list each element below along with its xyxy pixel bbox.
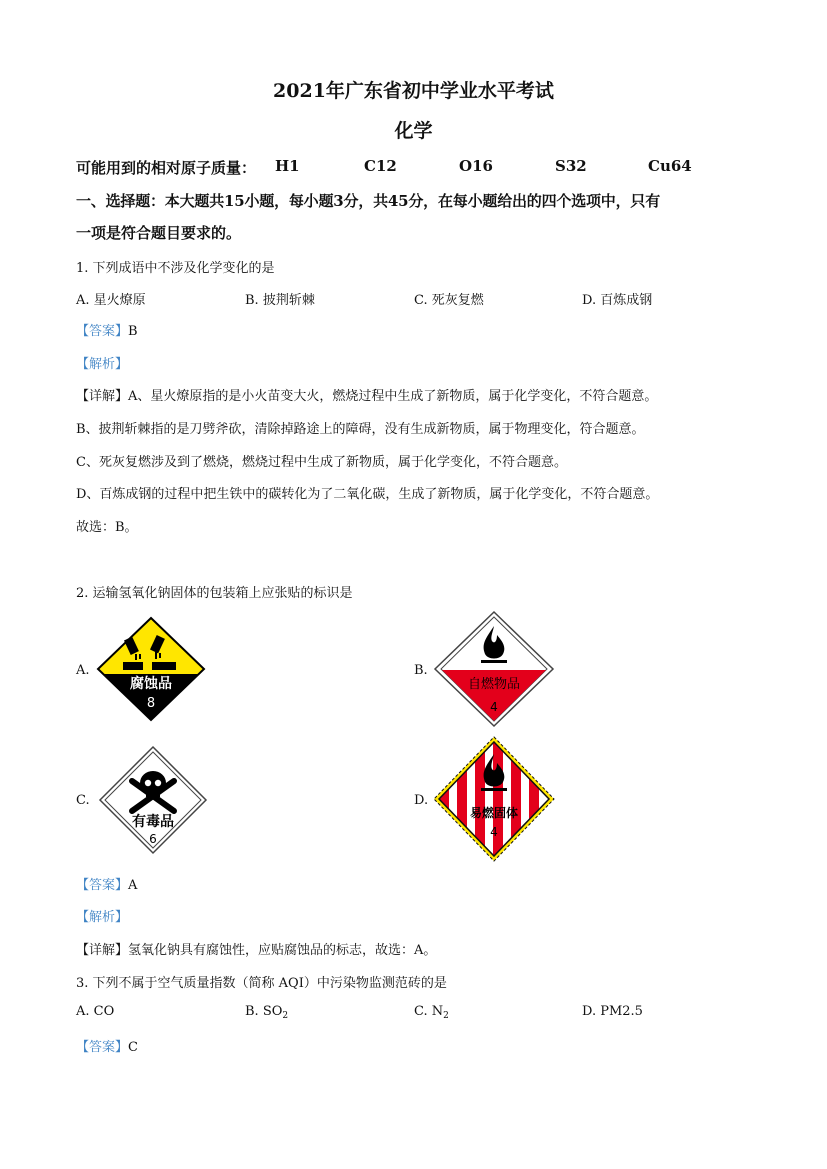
option-subscript: 2 bbox=[282, 1011, 289, 1021]
answer-value: B bbox=[128, 324, 138, 339]
q2-option-a-label: A. bbox=[76, 663, 90, 678]
q3-option-c bbox=[414, 1004, 449, 1021]
q1-option-a: A. 星火燎原 bbox=[76, 293, 146, 308]
sign-a-text: 腐蚀品 bbox=[130, 676, 172, 692]
q2-detail: 【详解】氢氧化钠具有腐蚀性，应贴腐蚀品的标志，故选：A。 bbox=[76, 943, 437, 958]
q2-option-d-label: D. bbox=[414, 793, 429, 808]
atomic-mass-cu: Cu64 bbox=[648, 157, 692, 175]
section-heading-line2: 一项是符合题目要求的。 bbox=[76, 224, 242, 242]
sign-c-text: 有毒品 bbox=[132, 814, 174, 830]
corrosive-sign bbox=[96, 616, 206, 722]
sign-a-number: 8 bbox=[146, 696, 156, 711]
atomic-mass-o: O16 bbox=[459, 157, 493, 175]
q1-answer bbox=[76, 320, 138, 339]
q2-option-c-label: C. bbox=[76, 793, 90, 808]
answer-value: A bbox=[128, 878, 138, 893]
q1-option-b: B. 披荆斩棘 bbox=[245, 293, 315, 308]
q3-stem: 3. 下列不属于空气质量指数（简称 AQI）中污染物监测范砖的是 bbox=[76, 976, 447, 991]
q2-answer bbox=[76, 874, 137, 893]
q2-option-b-label: B. bbox=[414, 663, 428, 678]
q2-stem: 2. 运输氢氧化钠固体的包装箱上应张贴的标识是 bbox=[76, 586, 353, 601]
option-subscript: 2 bbox=[443, 1011, 449, 1021]
atomic-mass-h: H1 bbox=[275, 157, 300, 175]
q3-option-b bbox=[245, 1004, 288, 1021]
q3-answer bbox=[76, 1036, 138, 1055]
spontaneous-combustion-sign bbox=[433, 610, 555, 728]
answer-tag: 【答案】 bbox=[76, 1040, 129, 1055]
flammable-solid-sign bbox=[433, 736, 555, 862]
q1-detail-1: 【详解】A、星火燎原指的是小火苗变大火，燃烧过程中生成了新物质，属于化学变化，不符合题意。 bbox=[76, 389, 658, 404]
answer-tag: 【答案】 bbox=[76, 324, 129, 339]
subject-title: 化学 bbox=[394, 120, 433, 142]
page-title: 2021年广东省初中学业水平考试 bbox=[273, 80, 554, 102]
q1-detail-5: 故选：B。 bbox=[76, 520, 138, 535]
option-text: C. N bbox=[414, 1004, 444, 1019]
option-text: D. PM2.5 bbox=[582, 1004, 643, 1019]
answer-tag: 【答案】 bbox=[76, 878, 129, 893]
sign-b-text: 自燃物品 bbox=[467, 677, 521, 692]
answer-value: C bbox=[128, 1040, 138, 1055]
q1-stem: 1. 下列成语中不涉及化学变化的是 bbox=[76, 261, 275, 276]
option-text: B. SO bbox=[245, 1004, 283, 1019]
q2-analysis-tag: 【解析】 bbox=[76, 910, 129, 925]
q1-option-c: C. 死灰复燃 bbox=[414, 293, 484, 308]
sign-d-text: 易燃固体 bbox=[469, 806, 519, 820]
q1-analysis-tag: 【解析】 bbox=[76, 357, 129, 372]
sign-c-number: 6 bbox=[149, 832, 157, 846]
atomic-mass-s: S32 bbox=[555, 157, 587, 175]
section-heading-line1: 一、选择题：本大题共15小题，每小题3分，共45分，在每小题给出的四个选项中，只有 bbox=[76, 192, 660, 210]
sign-d-number: 4 bbox=[490, 825, 498, 839]
q1-detail-3: C、死灰复燃涉及到了燃烧，燃烧过程中生成了新物质，属于化学变化，不符合题意。 bbox=[76, 455, 567, 470]
toxic-sign bbox=[98, 745, 208, 855]
sign-b-number: 4 bbox=[490, 700, 498, 714]
q3-option-d bbox=[582, 1004, 643, 1019]
atomic-mass-c: C12 bbox=[364, 157, 397, 175]
option-text: A. CO bbox=[76, 1004, 115, 1019]
q1-detail-4: D、百炼成钢的过程中把生铁中的碳转化为了二氧化碳，生成了新物质，属于化学变化，不符合题意。 bbox=[76, 487, 659, 502]
q1-detail-2: B、披荆斩棘指的是刀劈斧砍，清除掉路途上的障碍，没有生成新物质，属于物理变化，符合题意。 bbox=[76, 422, 645, 437]
atomic-mass-label: 可能用到的相对原子质量： bbox=[76, 159, 257, 177]
q3-option-a bbox=[76, 1004, 114, 1019]
q1-option-d: D. 百炼成钢 bbox=[582, 293, 653, 308]
